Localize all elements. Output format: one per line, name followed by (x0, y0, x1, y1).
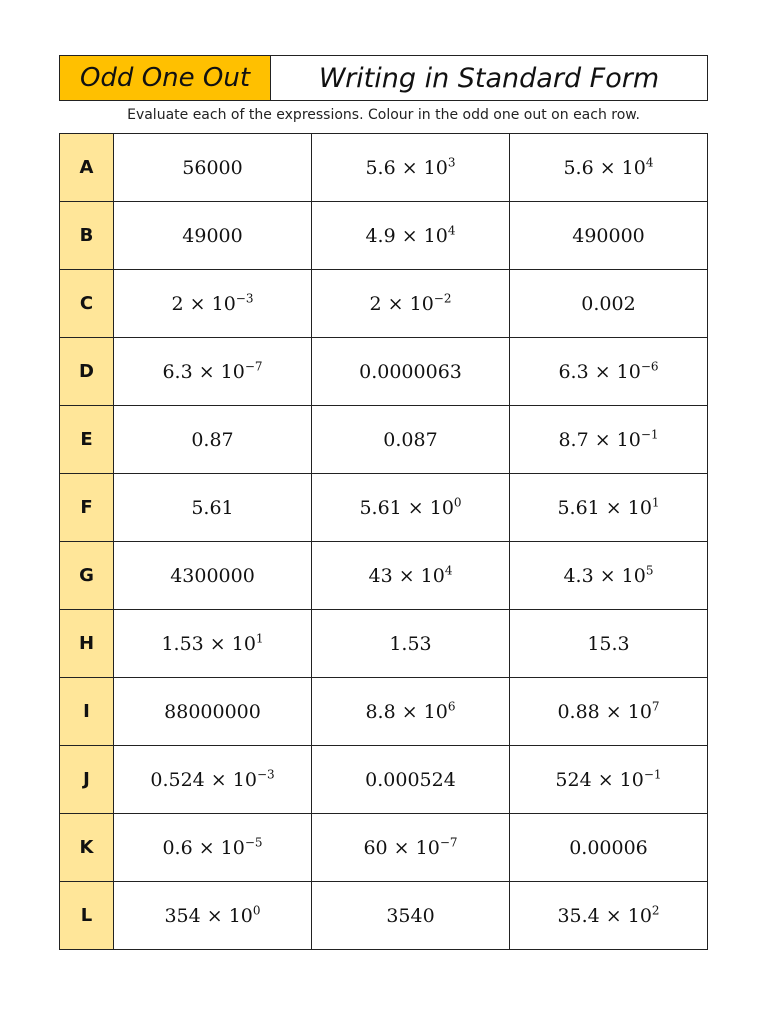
expression-cell[interactable] (510, 474, 708, 542)
expression-mantissa: 5.61 × 10 (557, 496, 652, 519)
expression-exponent: 6 (447, 699, 456, 714)
expression-cell[interactable] (510, 610, 708, 678)
expression-exponent: 4 (645, 155, 654, 170)
table-row (60, 474, 708, 542)
expression-cell[interactable] (114, 678, 312, 746)
expression-exponent: 7 (651, 699, 660, 714)
odd-one-out-badge: Odd One Out (60, 56, 271, 100)
table-row (60, 678, 708, 746)
expression-mantissa: 4.9 × 10 (365, 224, 448, 247)
expression-mantissa: 2 × 10 (171, 292, 236, 315)
expression-cell[interactable] (510, 134, 708, 202)
expression-mantissa: 5.6 × 10 (365, 156, 448, 179)
table-row (60, 542, 708, 610)
expression-cell[interactable] (510, 882, 708, 950)
expression-cell[interactable] (114, 270, 312, 338)
expression-cell[interactable] (312, 610, 510, 678)
expression-cell[interactable] (312, 134, 510, 202)
expression-exponent: −5 (244, 835, 263, 850)
expression-exponent: 2 (651, 903, 660, 918)
expression-value: 0.87 (191, 428, 234, 451)
expression-exponent: 1 (651, 495, 660, 510)
expression-exponent: −7 (439, 835, 458, 850)
row-letter: A (60, 134, 114, 202)
expression-exponent: −2 (433, 291, 452, 306)
table-row (60, 338, 708, 406)
expression-value: 1.53 (389, 632, 432, 655)
expression-mantissa: 43 × 10 (368, 564, 445, 587)
expression-exponent: 3 (447, 155, 456, 170)
expression-cell[interactable] (312, 202, 510, 270)
expression-mantissa: 8.8 × 10 (365, 700, 448, 723)
expression-mantissa: 8.7 × 10 (558, 428, 641, 451)
expression-value: 88000000 (164, 700, 261, 723)
expression-cell[interactable] (114, 474, 312, 542)
worksheet-header (59, 55, 708, 101)
expression-cell[interactable] (114, 882, 312, 950)
expression-exponent: −1 (640, 427, 659, 442)
table-row (60, 202, 708, 270)
expression-value: 15.3 (587, 632, 630, 655)
expression-cell[interactable] (312, 746, 510, 814)
expression-exponent: 4 (444, 563, 453, 578)
expression-mantissa: 6.3 × 10 (558, 360, 641, 383)
expression-exponent: −1 (643, 767, 662, 782)
expression-value: 0.002 (581, 292, 636, 315)
row-letter: L (60, 882, 114, 950)
expression-mantissa: 354 × 10 (164, 904, 253, 927)
table-row (60, 406, 708, 474)
instructions-text: Evaluate each of the expressions. Colour in the odd one out on each row. (127, 107, 640, 123)
table-row (60, 134, 708, 202)
expression-exponent: 0 (453, 495, 462, 510)
expression-exponent: −7 (244, 359, 263, 374)
expression-cell[interactable] (114, 610, 312, 678)
expression-mantissa: 1.53 × 10 (161, 632, 256, 655)
expression-exponent: 0 (252, 903, 261, 918)
row-letter: D (60, 338, 114, 406)
row-letter: F (60, 474, 114, 542)
expression-cell[interactable] (510, 202, 708, 270)
row-letter: K (60, 814, 114, 882)
row-letter: G (60, 542, 114, 610)
expression-cell[interactable] (510, 542, 708, 610)
expression-cell[interactable] (114, 134, 312, 202)
row-letter: B (60, 202, 114, 270)
expression-cell[interactable] (510, 406, 708, 474)
expression-cell[interactable] (114, 814, 312, 882)
expression-value: 3540 (386, 904, 435, 927)
expression-exponent: −3 (235, 291, 254, 306)
expression-cell[interactable] (312, 270, 510, 338)
expression-cell[interactable] (114, 746, 312, 814)
row-letter: J (60, 746, 114, 814)
expression-cell[interactable] (312, 542, 510, 610)
expression-cell[interactable] (312, 406, 510, 474)
table-row (60, 814, 708, 882)
expression-mantissa: 5.61 × 10 (359, 496, 454, 519)
expression-mantissa: 60 × 10 (363, 836, 440, 859)
expression-mantissa: 35.4 × 10 (557, 904, 652, 927)
row-letter: I (60, 678, 114, 746)
expression-value: 4300000 (170, 564, 255, 587)
expression-cell[interactable] (312, 474, 510, 542)
expression-value: 5.61 (191, 496, 234, 519)
expression-cell[interactable] (510, 678, 708, 746)
expression-mantissa: 0.6 × 10 (162, 836, 245, 859)
expression-exponent: 4 (447, 223, 456, 238)
expression-exponent: −3 (256, 767, 275, 782)
table-row (60, 270, 708, 338)
expression-mantissa: 0.88 × 10 (557, 700, 652, 723)
expression-cell[interactable] (510, 270, 708, 338)
expression-cell[interactable] (114, 202, 312, 270)
expression-exponent: 5 (645, 563, 654, 578)
expression-value: 0.000524 (365, 768, 456, 791)
expression-cell[interactable] (114, 338, 312, 406)
table-row (60, 746, 708, 814)
expression-cell[interactable] (312, 338, 510, 406)
expression-value: 0.00006 (569, 836, 648, 859)
expression-cell[interactable] (510, 338, 708, 406)
expression-exponent: 1 (255, 631, 264, 646)
expression-cell[interactable] (312, 882, 510, 950)
expression-cell[interactable] (114, 542, 312, 610)
expression-value: 490000 (572, 224, 645, 247)
expression-value: 0.087 (383, 428, 438, 451)
expression-value: 56000 (182, 156, 243, 179)
table-row (60, 610, 708, 678)
worksheet-title: Writing in Standard Form (318, 62, 660, 94)
expression-mantissa: 6.3 × 10 (162, 360, 245, 383)
expression-mantissa: 0.524 × 10 (150, 768, 257, 791)
expression-exponent: −6 (640, 359, 659, 374)
expression-cell[interactable] (510, 814, 708, 882)
expression-mantissa: 4.3 × 10 (563, 564, 646, 587)
expression-cell[interactable] (114, 406, 312, 474)
expression-cell[interactable] (312, 678, 510, 746)
row-letter: E (60, 406, 114, 474)
expression-value: 49000 (182, 224, 243, 247)
expression-cell[interactable] (510, 746, 708, 814)
expression-mantissa: 524 × 10 (555, 768, 644, 791)
expressions-table (59, 133, 708, 950)
expression-mantissa: 5.6 × 10 (563, 156, 646, 179)
expression-cell[interactable] (312, 814, 510, 882)
row-letter: H (60, 610, 114, 678)
table-row (60, 882, 708, 950)
row-letter: C (60, 270, 114, 338)
expression-mantissa: 2 × 10 (369, 292, 434, 315)
expression-value: 0.0000063 (359, 360, 462, 383)
